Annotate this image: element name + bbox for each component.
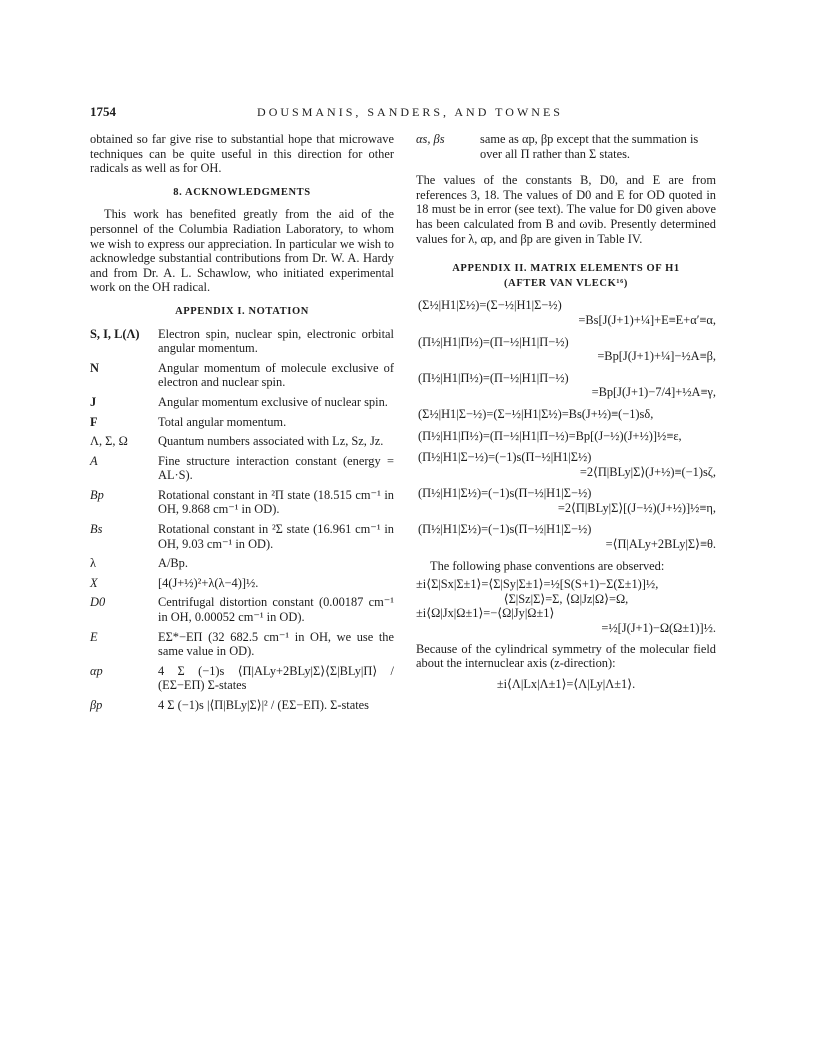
notation-row <box>90 664 394 693</box>
appendix-2-heading: APPENDIX II. MATRIX ELEMENTS OF H1 <box>452 263 680 275</box>
intro-paragraph: obtained so far give rise to substantial hope that microwave techniques can be quite useful in this direction for other radicals as well as for OH. <box>90 132 394 176</box>
equation-line: ⟨Σ|Sz|Σ⟩=Σ, ⟨Ω|Jz|Ω⟩=Ω, <box>503 591 629 606</box>
page-header <box>90 104 730 122</box>
notation-symbol: λ <box>90 556 97 571</box>
notation-symbol: Bp <box>90 487 104 502</box>
equation-line: (Σ½|H1|Σ−½)=(Σ−½|H1|Σ½)=Bs(J+½)≡(−1)sδ, <box>418 406 654 421</box>
equation-line: ±i⟨Σ|Sx|Σ±1⟩=⟨Σ|Sy|Σ±1⟩=½[S(S+1)−Σ(Σ±1)]½, <box>416 577 659 592</box>
notation-definition: Quantum numbers associated with Lz, Sz, Jz. <box>158 434 384 449</box>
matrix-element-equation <box>416 298 716 327</box>
notation-definition: 4 Σ (−1)s ⟨Π|ALy+2BLy|Σ⟩⟨Σ|BLy|Π⟩ / (EΣ−EΠ) Σ-states <box>158 663 394 693</box>
notation-symbol: S, I, L(Λ) <box>90 326 140 341</box>
equation-line: =Bp[J(J+1)+¼]−½A≡β, <box>597 349 716 364</box>
notation-definition: Rotational constant in ²Π state (18.515 cm⁻¹ in OH, 9.868 cm⁻¹ in OD). <box>158 487 394 517</box>
cylindrical-symmetry-paragraph: Because of the cylindrical symmetry of the molecular field about the internuclear axis (z-direction): <box>416 641 716 671</box>
notation-symbol: X <box>90 575 98 590</box>
equation-line: (Π½|H1|Π½)=(Π−½|H1|Π−½)=Bp[(J−½)(J+½)]½≡ε, <box>418 428 682 443</box>
notation-row <box>90 395 394 410</box>
acknowledgments-heading: 8. ACKNOWLEDGMENTS <box>173 186 311 198</box>
left-column <box>90 132 394 718</box>
right-column <box>416 132 716 691</box>
appendix-1-heading: APPENDIX I. NOTATION <box>175 305 309 317</box>
notation-row <box>90 415 394 430</box>
notation-row <box>90 361 394 390</box>
notation-definition: A/Bp. <box>158 556 188 571</box>
matrix-element-equation <box>416 407 716 422</box>
notation-definition: Rotational constant in ²Σ state (16.961 cm⁻¹ in OH, 9.03 cm⁻¹ in OD). <box>158 522 394 551</box>
phase-conventions <box>416 577 716 635</box>
acknowledgments-paragraph: This work has benefited greatly from the aid of the personnel of the Columbia Radiation Laboratory, to whom we wish to express our appreciation. In particular we wish to acknowledge substantial contributions from Dr. W. A. Hardy and from Dr. A. L. Schawlow, who initiated experimental work on the OH radical. <box>90 207 394 295</box>
matrix-element-equation <box>416 450 716 479</box>
notation-definition: Angular momentum exclusive of nuclear spin. <box>158 394 388 409</box>
notation-row <box>90 327 394 356</box>
equation-line: (Π½|H1|Σ½)=(−1)s(Π−½|H1|Σ−½) <box>418 486 592 501</box>
notation-row <box>90 434 394 449</box>
notation-symbol: Bs <box>90 522 103 537</box>
equation-line: (Π½|H1|Π½)=(Π−½|H1|Π−½) <box>418 334 569 349</box>
matrix-element-equation <box>416 429 716 444</box>
notation-row <box>90 488 394 517</box>
appendix-2-subheading: (AFTER VAN VLECK¹⁶) <box>504 277 628 289</box>
notation-definition: [4(J+½)²+λ(λ−4)]½. <box>158 575 259 590</box>
notation-symbol: αp <box>90 663 103 678</box>
definition-symbol: αs, βs <box>416 132 445 146</box>
notation-symbol: A <box>90 453 98 468</box>
phase-intro: The following phase conventions are observed: <box>430 558 665 573</box>
matrix-element-equation <box>416 371 716 400</box>
notation-symbol: J <box>90 394 97 409</box>
equation-line: =Bp[J(J+1)−7/4]+½A≡γ, <box>591 385 716 400</box>
matrix-element-equation <box>416 486 716 515</box>
definition-text: same as αp, βp except that the summation is over all Π rather than Σ states. <box>480 132 699 161</box>
notation-row <box>90 595 394 624</box>
notation-symbol: βp <box>90 698 103 712</box>
notation-symbol: F <box>90 414 98 429</box>
notation-row <box>90 556 394 571</box>
notation-row <box>90 522 394 551</box>
notation-symbol: Λ, Σ, Ω <box>90 434 128 449</box>
equation-line: (Σ½|H1|Σ½)=(Σ−½|H1|Σ−½) <box>418 298 562 313</box>
equation-line: =⟨Π|ALy+2BLy|Σ⟩≡θ. <box>605 537 716 552</box>
notation-symbol: E <box>90 629 98 644</box>
equation-line: ±i⟨Ω|Jx|Ω±1⟩=−⟨Ω|Jy|Ω±1⟩ <box>416 606 555 621</box>
notation-definition: Electron spin, nuclear spin, electronic orbital angular momentum. <box>158 326 394 356</box>
equation-line: =½[J(J+1)−Ω(Ω±1)]½. <box>601 621 716 636</box>
definition-row <box>416 132 716 161</box>
notation-symbol: N <box>90 360 99 375</box>
notation-definition: EΣ*−EΠ (32 682.5 cm⁻¹ in OH, we use the same value in OD). <box>158 629 394 659</box>
notation-symbol: D0 <box>90 595 106 610</box>
matrix-element-equation <box>416 522 716 551</box>
notation-row <box>90 630 394 659</box>
matrix-element-equation <box>416 335 716 364</box>
notation-definition: 4 Σ (−1)s |⟨Π|BLy|Σ⟩|² / (EΣ−EΠ). Σ-states <box>158 698 370 712</box>
equation-line: =Bs[J(J+1)+¼]+E≡E+α′≡α, <box>578 312 716 327</box>
notation-definition: Fine structure interaction constant (energy = AL·S). <box>158 453 394 483</box>
notation-row <box>90 454 394 483</box>
equation-line: (Π½|H1|Σ−½)=(−1)s(Π−½|H1|Σ½) <box>418 450 592 465</box>
notation-definition: Total angular momentum. <box>158 414 287 429</box>
notation-row <box>90 698 394 713</box>
cylindrical-symmetry-equation: ±i⟨Λ|Lx|Λ±1⟩=⟨Λ|Ly|Λ±1⟩. <box>496 676 636 691</box>
notation-row <box>90 576 394 591</box>
constants-paragraph: The values of the constants B, D0, and E are from references 3, 18. The values of D0 and E for OD quoted in 18 must be in error (see text). The value for D0 given above has been calculated from B and ωvib. Presently determined values for λ, αp, and βp are given in Table IV. <box>416 173 716 246</box>
notation-definition: Centrifugal distortion constant (0.00187 cm⁻¹ in OH, 0.00052 cm⁻¹ in OD). <box>158 595 394 625</box>
equation-line: =2⟨Π|BLy|Σ⟩[(J−½)(J+½)]½≡η, <box>557 500 716 515</box>
equation-line: (Π½|H1|Π½)=(Π−½|H1|Π−½) <box>418 370 569 385</box>
page-number: 1754 <box>90 104 116 119</box>
equation-line: =2⟨Π|BLy|Σ⟩(J+½)≡(−1)sζ, <box>579 464 716 479</box>
notation-list <box>90 327 394 713</box>
notation-definition: Angular momentum of molecule exclusive of electron and nuclear spin. <box>158 360 394 390</box>
equation-line: (Π½|H1|Σ½)=(−1)s(Π−½|H1|Σ−½) <box>418 522 592 537</box>
running-title: DOUSMANIS, SANDERS, AND TOWNES <box>257 105 563 119</box>
